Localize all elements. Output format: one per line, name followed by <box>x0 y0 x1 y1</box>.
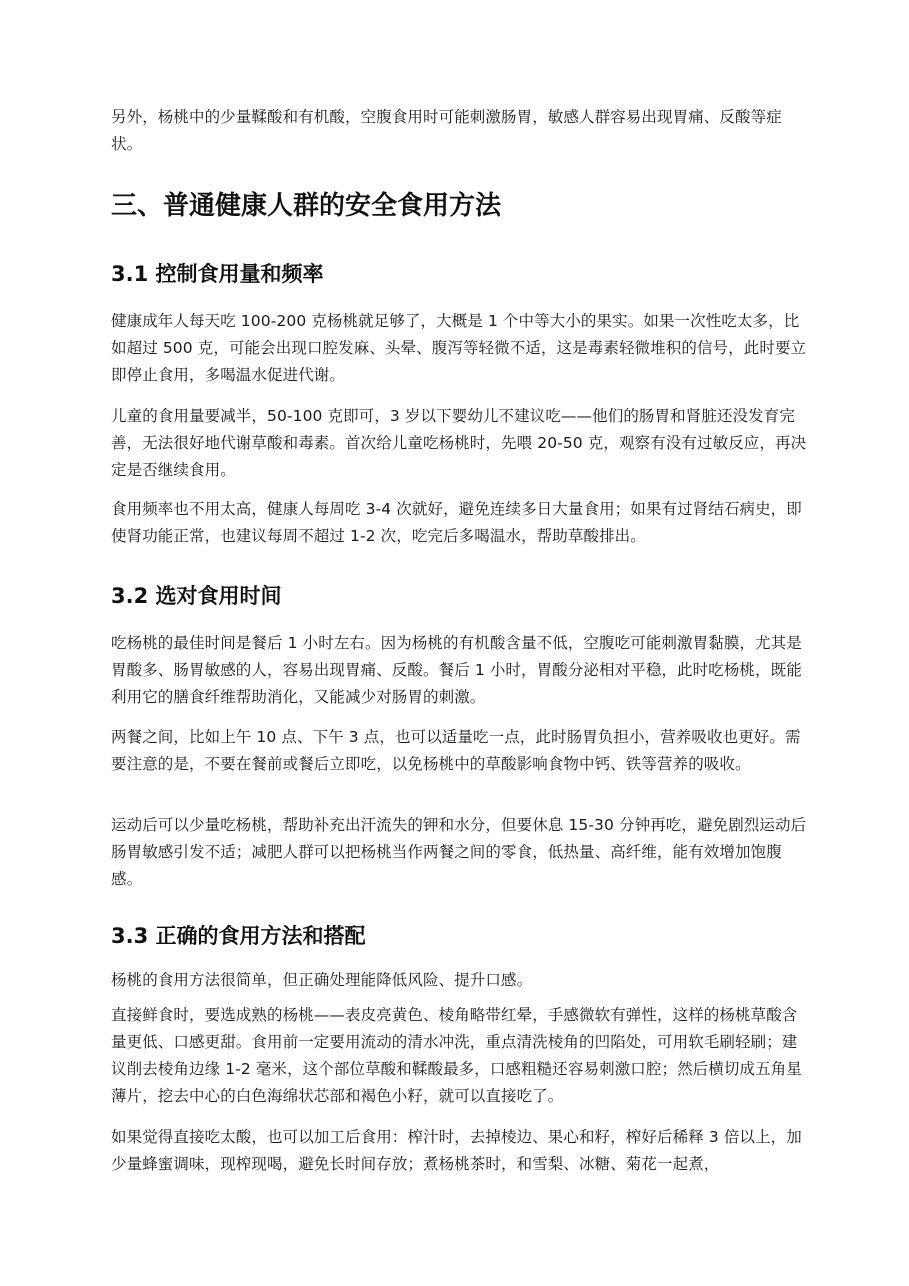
subsection-3-1-para-1 <box>111 308 811 389</box>
subsection-title: 3.3 正确的食用方法和搭配 <box>111 924 366 948</box>
subsection-title: 3.1 控制食用量和频率 <box>111 262 324 286</box>
section-heading-block <box>111 188 811 224</box>
subsection-3-1-heading <box>111 259 811 289</box>
intro-paragraph: 另外，杨桃中的少量鞣酸和有机酸，空腹食用时可能刺激肠胃，敏感人群容易出现胃痛、反酸等症状。 <box>111 108 782 153</box>
subsection-3-3-para-2 <box>111 1002 811 1110</box>
subsection-3-2-para-2 <box>111 724 811 778</box>
paragraph: 儿童的食用量要减半，50-100 克即可，3 岁以下婴幼儿不建议吃——他们的肠胃和肾脏还没发育完善，无法很好地代谢草酸和毒素。首次给儿童吃杨桃时，先喂 20-50 克，观察有没有过敏反应，再决定是否继续食用。 <box>111 407 807 479</box>
paragraph: 直接鲜食时，要选成熟的杨桃——表皮亮黄色、棱角略带红晕，手感微软有弹性，这样的杨桃草酸含量更低、口感更甜。食用前一定要用流动的清水冲洗，重点清洗棱角的凹陷处，可用软毛刷轻刷；建议削去棱角边缘 1-2 毫米，这个部位草酸和鞣酸最多，口感粗糙还容易刺激口腔；然后横切成五角星薄片，挖去中心的白色海绵状芯部和褐色小籽，就可以直接吃了。 <box>111 1006 802 1105</box>
paragraph: 食用频率也不用太高，健康人每周吃 3-4 次就好，避免连续多日大量食用；如果有过肾结石病史，即使肾功能正常，也建议每周不超过 1-2 次，吃完后多喝温水，帮助草酸排出。 <box>111 500 802 545</box>
subsection-3-2-para-3 <box>111 812 811 893</box>
subsection-3-1-para-2 <box>111 403 811 484</box>
section-title: 三、普通健康人群的安全食用方法 <box>111 191 502 221</box>
subsection-3-1-para-3 <box>111 496 811 550</box>
paragraph: 健康成年人每天吃 100-200 克杨桃就足够了，大概是 1 个中等大小的果实。如果一次性吃太多，比如超过 500 克，可能会出现口腔发麻、头晕、腹泻等轻微不适，这是毒素轻微堆积的信号，此时要立即停止食用，多喝温水促进代谢。 <box>111 312 807 384</box>
subsection-3-3-heading <box>111 921 811 951</box>
intro-block <box>111 104 811 158</box>
subsection-3-3-para-3 <box>111 1124 811 1178</box>
subsection-3-3-para-1 <box>111 967 811 994</box>
paragraph: 如果觉得直接吃太酸，也可以加工后食用：榨汁时，去掉棱边、果心和籽，榨好后稀释 3 倍以上，加少量蜂蜜调味，现榨现喝，避免长时间存放；煮杨桃茶时，和雪梨、冰糖、菊花一起煮， <box>111 1128 802 1173</box>
paragraph: 两餐之间，比如上午 10 点、下午 3 点，也可以适量吃一点，此时肠胃负担小，营养吸收也更好。需要注意的是，不要在餐前或餐后立即吃，以免杨桃中的草酸影响食物中钙、铁等营养的吸收。 <box>111 728 801 773</box>
paragraph: 运动后可以少量吃杨桃，帮助补充出汗流失的钾和水分，但要休息 15-30 分钟再吃，避免剧烈运动后肠胃敏感引发不适；减肥人群可以把杨桃当作两餐之间的零食，低热量、高纤维，能有效增加饱腹感。 <box>111 816 807 888</box>
paragraph: 杨桃的食用方法很简单，但正确处理能降低风险、提升口感。 <box>111 971 533 989</box>
paragraph: 吃杨桃的最佳时间是餐后 1 小时左右。因为杨桃的有机酸含量不低，空腹吃可能刺激胃黏膜，尤其是胃酸多、肠胃敏感的人，容易出现胃痛、反酸。餐后 1 小时，胃酸分泌相对平稳，此时吃杨桃，既能利用它的膳食纤维帮助消化，又能减少对肠胃的刺激。 <box>111 634 802 706</box>
subsection-title: 3.2 选对食用时间 <box>111 584 282 608</box>
subsection-3-2-para-1 <box>111 630 811 711</box>
subsection-3-2-heading <box>111 581 811 611</box>
